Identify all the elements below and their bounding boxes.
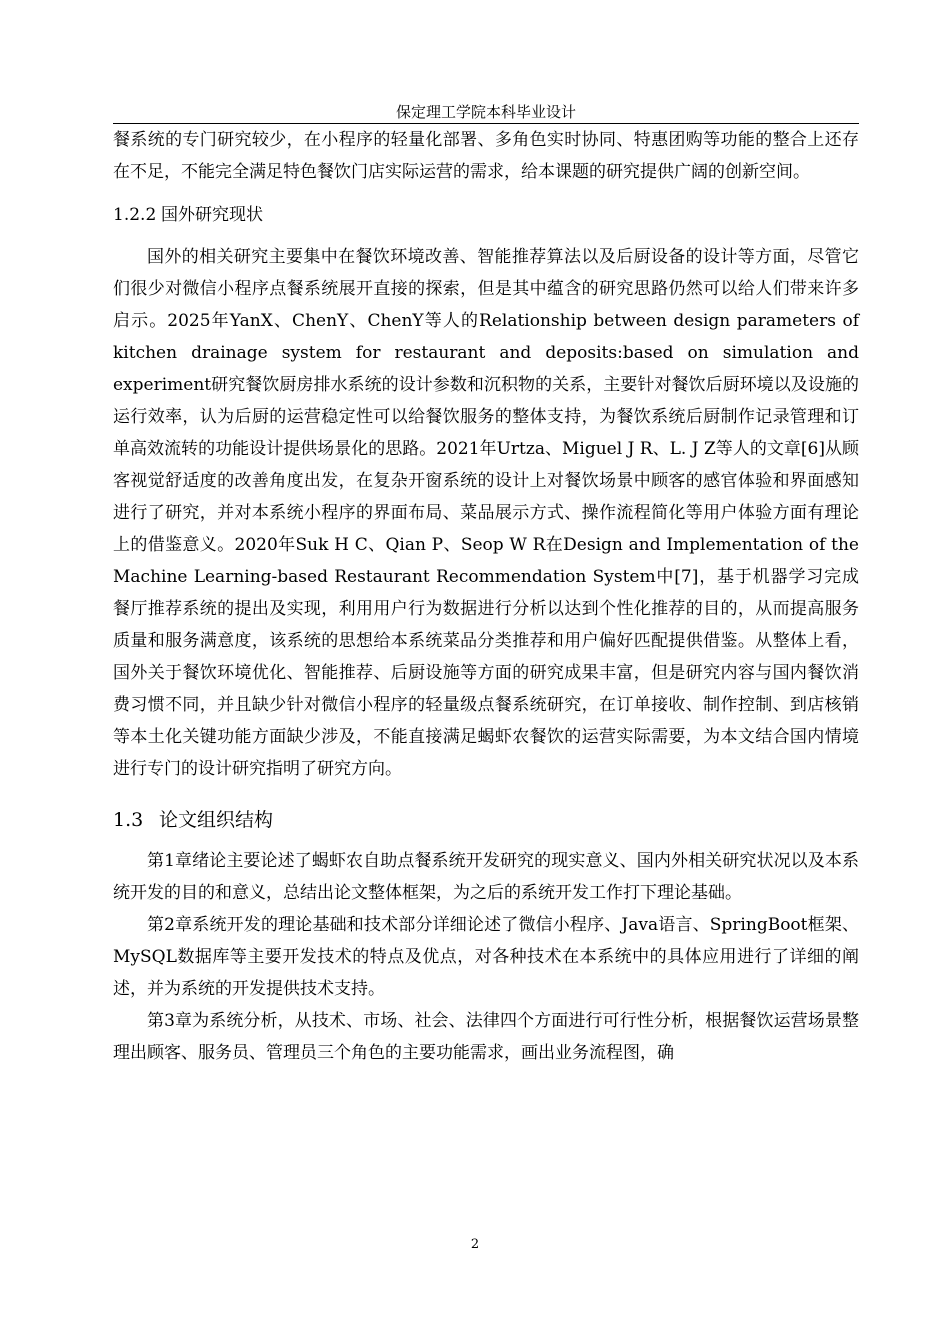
- section-heading-1-2-2: [113, 188, 859, 241]
- running-header: 保定理工学院本科毕业设计: [395, 103, 576, 121]
- section-number: 1.2.2: [113, 205, 157, 225]
- paragraph-foreign-research: 国外的相关研究主要集中在餐饮环境改善、智能推荐算法以及后厨设备的设计等方面，尽管它们很少对微信小程序点餐系统展开直接的探索，但是其中蕴含的研究思路仍然可以给人们带来许多启示。2025年YanX、ChenY、ChenY等人的Relationship between design parameters of kitchen drainage system for restaurant and deposits:based on simulation and experiment研究餐饮厨房排水系统的设计参数和沉积物的关系，主要针对餐饮后厨环境以及设施的运行效率，认为后厨的运营稳定性可以给餐饮服务的整体支持，为餐饮系统后厨制作记录管理和订单高效流转的功能设计提供场景化的思路。2021年Urtza、Miguel J R、L. J Z等人的文章[6]从顾客视觉舒适度的改善角度出发，在复杂开窗系统的设计上对餐饮场景中顾客的感官体验和界面感知进行了研究，并对本系统小程序的界面布局、菜品展示方式、操作流程简化等用户体验方面有理论上的借鉴意义。2020年Suk H C、Qian P、Seop W R在Design and Implementation of the Machine Learning-based Restaurant Recommendation System中[7]，基于机器学习完成餐厅推荐系统的提出及实现，利用用户行为数据进行分析以达到个性化推荐的目的，从而提高服务质量和服务满意度，该系统的思想给本系统菜品分类推荐和用户偏好匹配提供借鉴。从整体上看，国外关于餐饮环境优化、智能推荐、后厨设施等方面的研究成果丰富，但是研究内容与国内餐饮消费习惯不同，并且缺少针对微信小程序的轻量级点餐系统研究，在订单接收、制作控制、到店核销等本土化关键功能方面缺少涉及，不能直接满足蝎虾农餐饮的运营实际需要，为本文结合国内情境进行专门的设计研究指明了研究方向。: [113, 247, 859, 779]
- paragraph-continuation: 餐系统的专门研究较少，在小程序的轻量化部署、多角色实时协同、特惠团购等功能的整合上还存在不足，不能完全满足特色餐饮门店实际运营的需求，给本课题的研究提供广阔的创新空间。: [113, 130, 859, 182]
- section-heading-1-3: [113, 785, 859, 845]
- section-number: 1.3: [113, 809, 144, 831]
- paragraph-chapter-1: 第1章绪论主要论述了蝎虾农自助点餐系统开发研究的现实意义、国内外相关研究状况以及本系统开发的目的和意义，总结出论文整体框架，为之后的系统开发工作打下理论基础。: [113, 851, 859, 903]
- body-content: [113, 124, 859, 1069]
- section-title: 论文组织结构: [159, 809, 274, 831]
- paragraph-chapter-3: 第3章为系统分析，从技术、市场、社会、法律四个方面进行可行性分析，根据餐饮运营场景整理出顾客、服务员、管理员三个角色的主要功能需求，画出业务流程图，确: [113, 1011, 859, 1063]
- paragraph-chapter-2: 第2章系统开发的理论基础和技术部分详细论述了微信小程序、Java语言、SpringBoot框架、MySQL数据库等主要开发技术的特点及优点，对各种技术在本系统中的具体应用进行了详细的阐述，并为系统的开发提供技术支持。: [113, 915, 859, 999]
- section-title: 国外研究现状: [161, 205, 263, 225]
- page-number: 2: [470, 1237, 480, 1252]
